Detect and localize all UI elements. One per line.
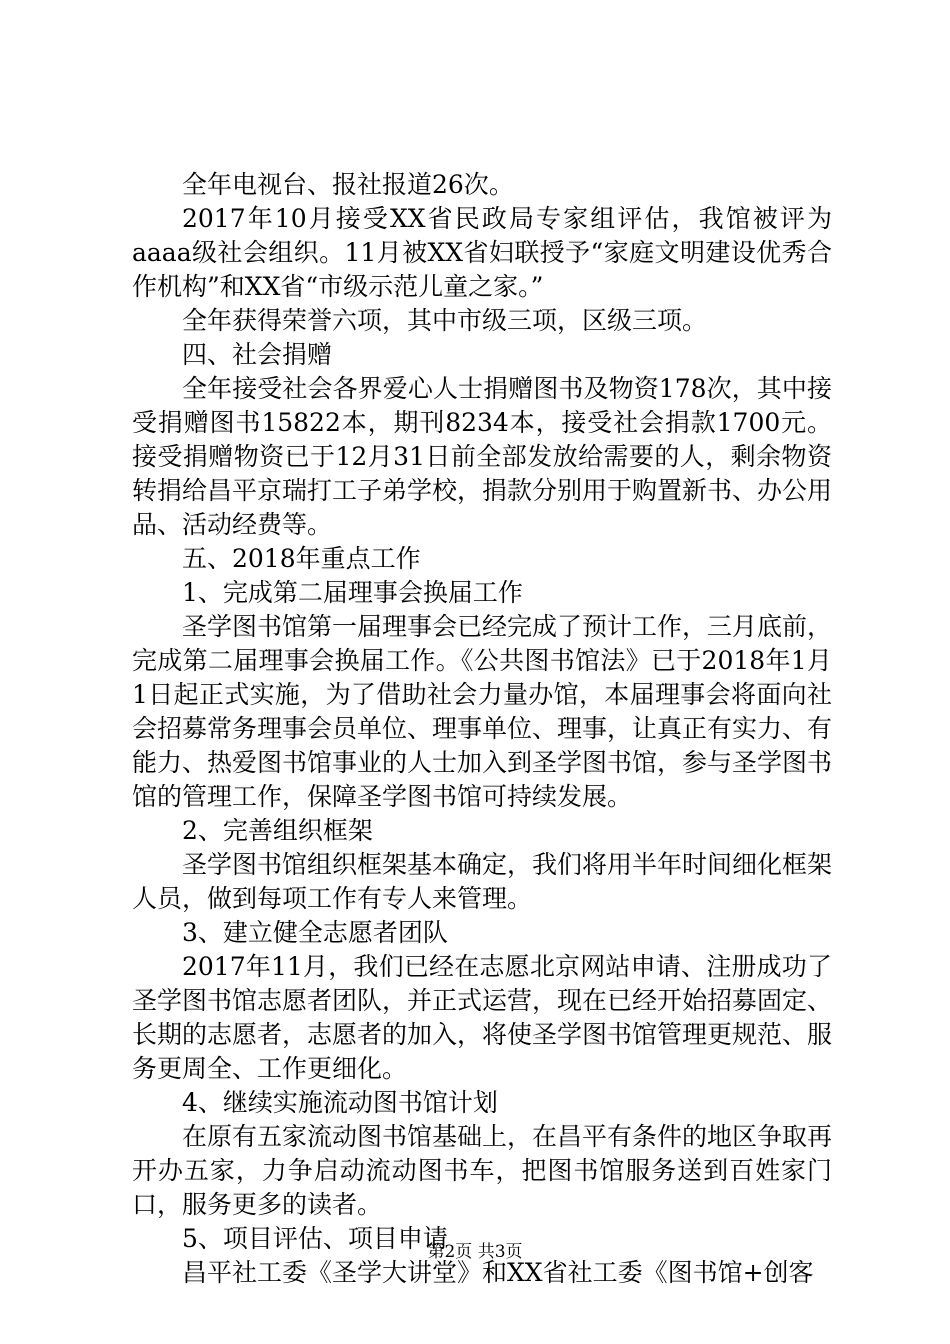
paragraph-council: 圣学图书馆第一届理事会已经完成了预计工作，三月底前，完成第二届理事会换届工作。《公共图书馆法》已于2018年1月1日起正式实施，为了借助社会力量办馆，本届理事会将面向社会招募常务理事会员单位、理事单位、理事，让真正有实力、有能力、热爱图书馆事业的人士加入到圣学图书馆，参与圣学图书馆的管理工作，保障圣学图书馆可持续发展。 [132, 612, 833, 811]
subheading-mobile-library: 4、继续实施流动图书馆计划 [182, 1088, 498, 1117]
subheading-organization: 2、完善组织框架 [182, 816, 373, 845]
section-heading-key-work: 五、2018年重点工作 [182, 544, 421, 573]
section-heading-donations: 四、社会捐赠 [182, 340, 333, 369]
paragraph-media-reports: 全年电视台、报社报道26次。 [182, 170, 514, 199]
subheading-council: 1、完成第二届理事会换届工作 [182, 578, 523, 607]
paragraph-honors: 全年获得荣誉六项，其中市级三项，区级三项。 [182, 306, 708, 335]
paragraph-mobile-library: 在原有五家流动图书馆基础上，在昌平有条件的地区争取再开办五家，力争启动流动图书车，把图书馆服务送到百姓家门口，服务更多的读者。 [132, 1122, 833, 1219]
paragraph-donations: 全年接受社会各界爱心人士捐赠图书及物资178次，其中接受捐赠图书15822本，期刊8234本，接受社会捐款1700元。接受捐赠物资已于12月31日前全部发放给需要的人，剩余物资转捐给昌平京瑞打工子弟学校，捐款分别用于购置新书、办公用品、活动经费等。 [132, 374, 833, 539]
paragraph-organization: 圣学图书馆组织框架基本确定，我们将用半年时间细化框架人员，做到每项工作有专人来管理。 [132, 850, 833, 913]
page-footer: 第2页 共3页 [427, 1242, 523, 1262]
paragraph-evaluation: 2017年10月接受XX省民政局专家组评估，我馆被评为aaaa级社会组织。11月被XX省妇联授予“家庭文明建设优秀合作机构”和XX省“市级示范儿童之家。” [132, 204, 832, 301]
subheading-volunteers: 3、建立健全志愿者团队 [182, 918, 448, 947]
paragraph-volunteers: 2017年11月，我们已经在志愿北京网站申请、注册成功了圣学图书馆志愿者团队，并正式运营，现在已经开始招募固定、长期的志愿者，志愿者的加入，将使圣学图书馆管理更规范、服务更周全、工作更细化。 [132, 952, 833, 1083]
subheading-projects: 5、项目评估、项目申请 [182, 1224, 448, 1253]
document-body [132, 168, 832, 1290]
paragraph-projects: 昌平社工委《圣学大讲堂》和XX省社工委《图书馆+创客 [182, 1258, 814, 1287]
